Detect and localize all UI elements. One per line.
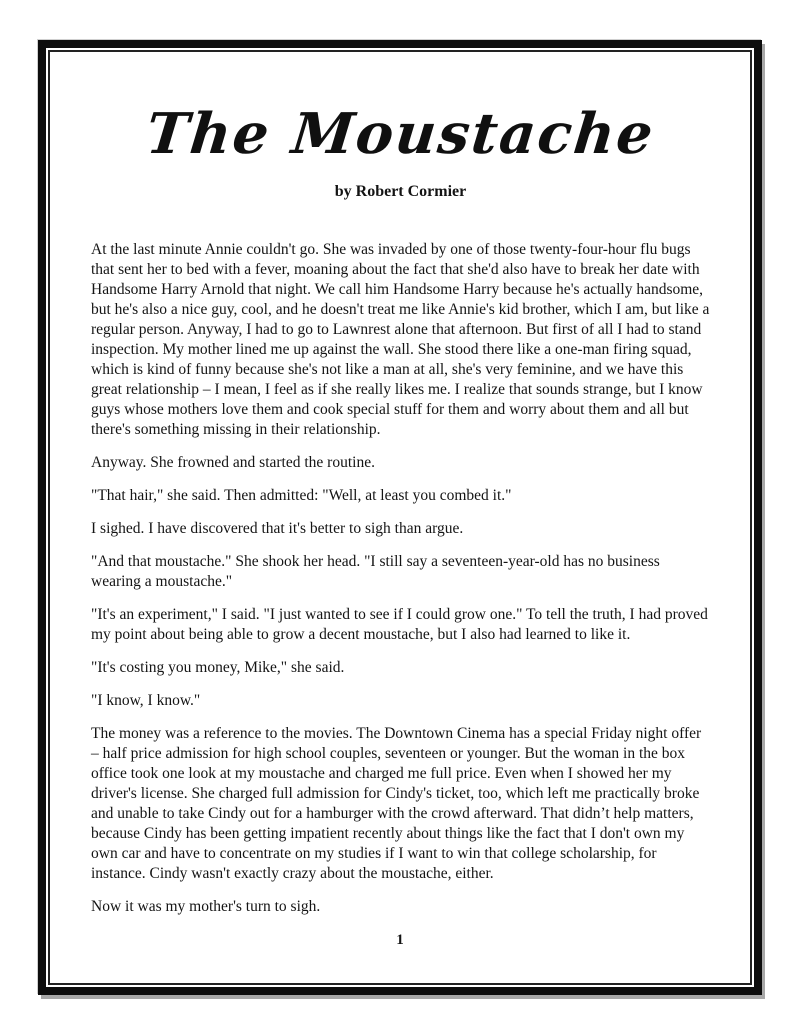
page-border-frame — [38, 40, 762, 995]
page-number: 1 — [396, 932, 404, 948]
paragraph-10: Now it was my mother's turn to sigh. — [91, 898, 321, 915]
paragraph-4: I sighed. I have discovered that it's better to sigh than argue. — [91, 520, 464, 537]
story-title: The Moustache — [143, 101, 658, 167]
paragraph-5: "And that moustache." She shook her head. "I still say a seventeen-year-old has no business wearing a moustache." — [91, 553, 660, 590]
page-content — [50, 52, 750, 983]
story-byline: by Robert Cormier — [334, 183, 467, 200]
paragraph-1: At the last minute Annie couldn't go. She was invaded by one of those twenty-four-hour flu bugs that sent her to bed with a fever, moaning about the fact that she'd also have to break her date with Handsome Harry Arnold that night. We call him Handsome Harry because he's actually handsome, but he's also a nice guy, cool, and he doesn't treat me like Annie's kid brother, which I am, but like a regular person. Anyway, I had to go to Lawnrest alone that afternoon. But first of all I had to stand inspection. My mother lined me up against the wall. She stood there like a one-man firing squad, which is kind of funny because she's not like a man at all, she's very feminine, and we have this great relationship – I mean, I feel as if she really likes me. I realize that sounds strange, but I know guys whose mothers love them and cook special stuff for them and worry about them and all but there's something missing in their relationship. — [91, 241, 710, 438]
paragraph-3: "That hair," she said. Then admitted: "Well, at least you combed it." — [91, 487, 512, 504]
paragraph-6: "It's an experiment," I said. "I just wanted to see if I could grow one." To tell the truth, I had proved my point about being able to grow a decent moustache, but I also had learned to like it. — [91, 606, 708, 643]
paragraph-9: The money was a reference to the movies. The Downtown Cinema has a special Friday night offer – half price admission for high school couples, seventeen or younger. But the woman in the box office took one look at my moustache and charged me full price. Even when I showed her my driver's license. She charged full admission for Cindy's ticket, too, which left me practically broke and unable to take Cindy out for a hamburger with the crowd afterward. That didn’t help matters, because Cindy has been getting impatient recently about things like the fact that I don't own my own car and have to concentrate on my studies if I want to win that college scholarship, for instance. Cindy wasn't exactly crazy about the moustache, either. — [91, 725, 702, 882]
page-border-inner — [48, 50, 752, 985]
story-body — [91, 240, 710, 917]
paragraph-8: "I know, I know." — [91, 692, 201, 709]
paragraph-7: "It's costing you money, Mike," she said. — [91, 659, 345, 676]
paragraph-2: Anyway. She frowned and started the routine. — [91, 454, 375, 471]
